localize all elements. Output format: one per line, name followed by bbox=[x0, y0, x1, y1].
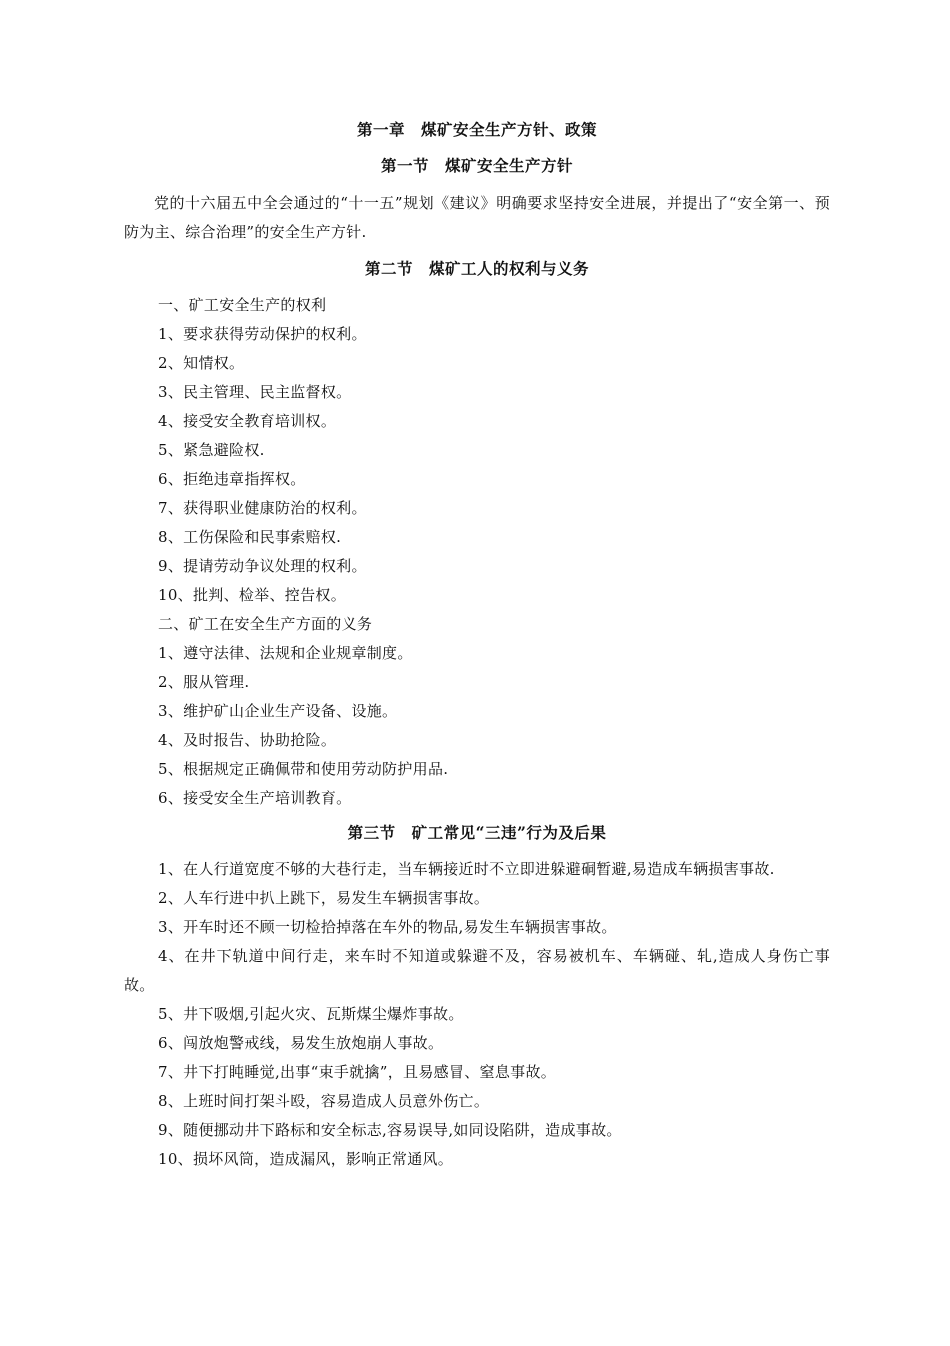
section-1-title: 第一节 煤矿安全生产方针 bbox=[380, 156, 573, 175]
rights-item: 1、要求获得劳动保护的权利。 bbox=[158, 325, 367, 343]
violation-item: 8、上班时间打架斗殴，容易造成人员意外伤亡。 bbox=[158, 1092, 490, 1110]
duties-item: 6、接受安全生产培训教育。 bbox=[158, 789, 352, 807]
document-page bbox=[124, 110, 830, 1174]
duties-item: 5、根据规定正确佩带和使用劳动防护用品. bbox=[158, 760, 449, 778]
section-2-title: 第二节 煤矿工人的权利与义务 bbox=[364, 259, 589, 278]
rights-item: 2、知情权。 bbox=[158, 354, 245, 372]
duties-item: 1、遵守法律、法规和企业规章制度。 bbox=[158, 644, 413, 662]
rights-item: 6、拒绝违章指挥权。 bbox=[158, 470, 306, 488]
rights-item: 5、紧急避险权. bbox=[158, 441, 265, 459]
rights-item: 9、提请劳动争议处理的权利。 bbox=[158, 557, 367, 575]
violation-item: 3、开车时还不顾一切检拾掉落在车外的物品,易发生车辆损害事故。 bbox=[158, 918, 617, 936]
section-1-paragraph: 党的十六届五中全会通过的“十一五”规划《建议》明确要求坚持安全进展，并提出了“安全第一、预防为主、综合治理”的安全生产方针. bbox=[124, 194, 830, 241]
rights-item: 10、批判、检举、控告权。 bbox=[158, 586, 346, 604]
rights-duties-list bbox=[124, 291, 830, 813]
violation-item: 4、在井下轨道中间行走，来车时不知道或躲避不及，容易被机车、车辆碰、轧,造成人身伤亡事故。 bbox=[124, 947, 830, 994]
rights-heading: 一、矿工安全生产的权利 bbox=[158, 296, 327, 314]
rights-item: 3、民主管理、民主监督权。 bbox=[158, 383, 352, 401]
violations-list bbox=[124, 855, 830, 1174]
violation-item: 1、在人行道宽度不够的大巷行走，当车辆接近时不立即进躲避硐暂避,易造成车辆损害事故. bbox=[158, 860, 775, 878]
duties-heading: 二、矿工在安全生产方面的义务 bbox=[158, 615, 373, 633]
violation-item: 10、损坏风筒，造成漏风，影响正常通风。 bbox=[158, 1150, 454, 1168]
violation-item: 6、闯放炮警戒线，易发生放炮崩人事故。 bbox=[158, 1034, 444, 1052]
rights-item: 8、工伤保险和民事索赔权. bbox=[158, 528, 342, 546]
violation-item: 5、井下吸烟,引起火灾、瓦斯煤尘爆炸事故。 bbox=[158, 1005, 464, 1023]
rights-item: 7、获得职业健康防治的权利。 bbox=[158, 499, 367, 517]
rights-item: 4、接受安全教育培训权。 bbox=[158, 412, 337, 430]
violation-item: 7、井下打盹睡觉,出事“束手就擒”，且易感冒、窒息事故。 bbox=[158, 1063, 557, 1081]
chapter-title: 第一章 煤矿安全生产方针、政策 bbox=[356, 120, 597, 139]
violation-item: 2、人车行进中扒上跳下，易发生车辆损害事故。 bbox=[158, 889, 490, 907]
duties-item: 4、及时报告、协助抢险。 bbox=[158, 731, 337, 749]
section-3-title: 第三节 矿工常见“三违”行为及后果 bbox=[347, 823, 607, 842]
duties-item: 2、服从管理. bbox=[158, 673, 250, 691]
violation-item: 9、随便挪动井下路标和安全标志,容易误导,如同设陷阱，造成事故。 bbox=[158, 1121, 622, 1139]
duties-item: 3、维护矿山企业生产设备、设施。 bbox=[158, 702, 398, 720]
